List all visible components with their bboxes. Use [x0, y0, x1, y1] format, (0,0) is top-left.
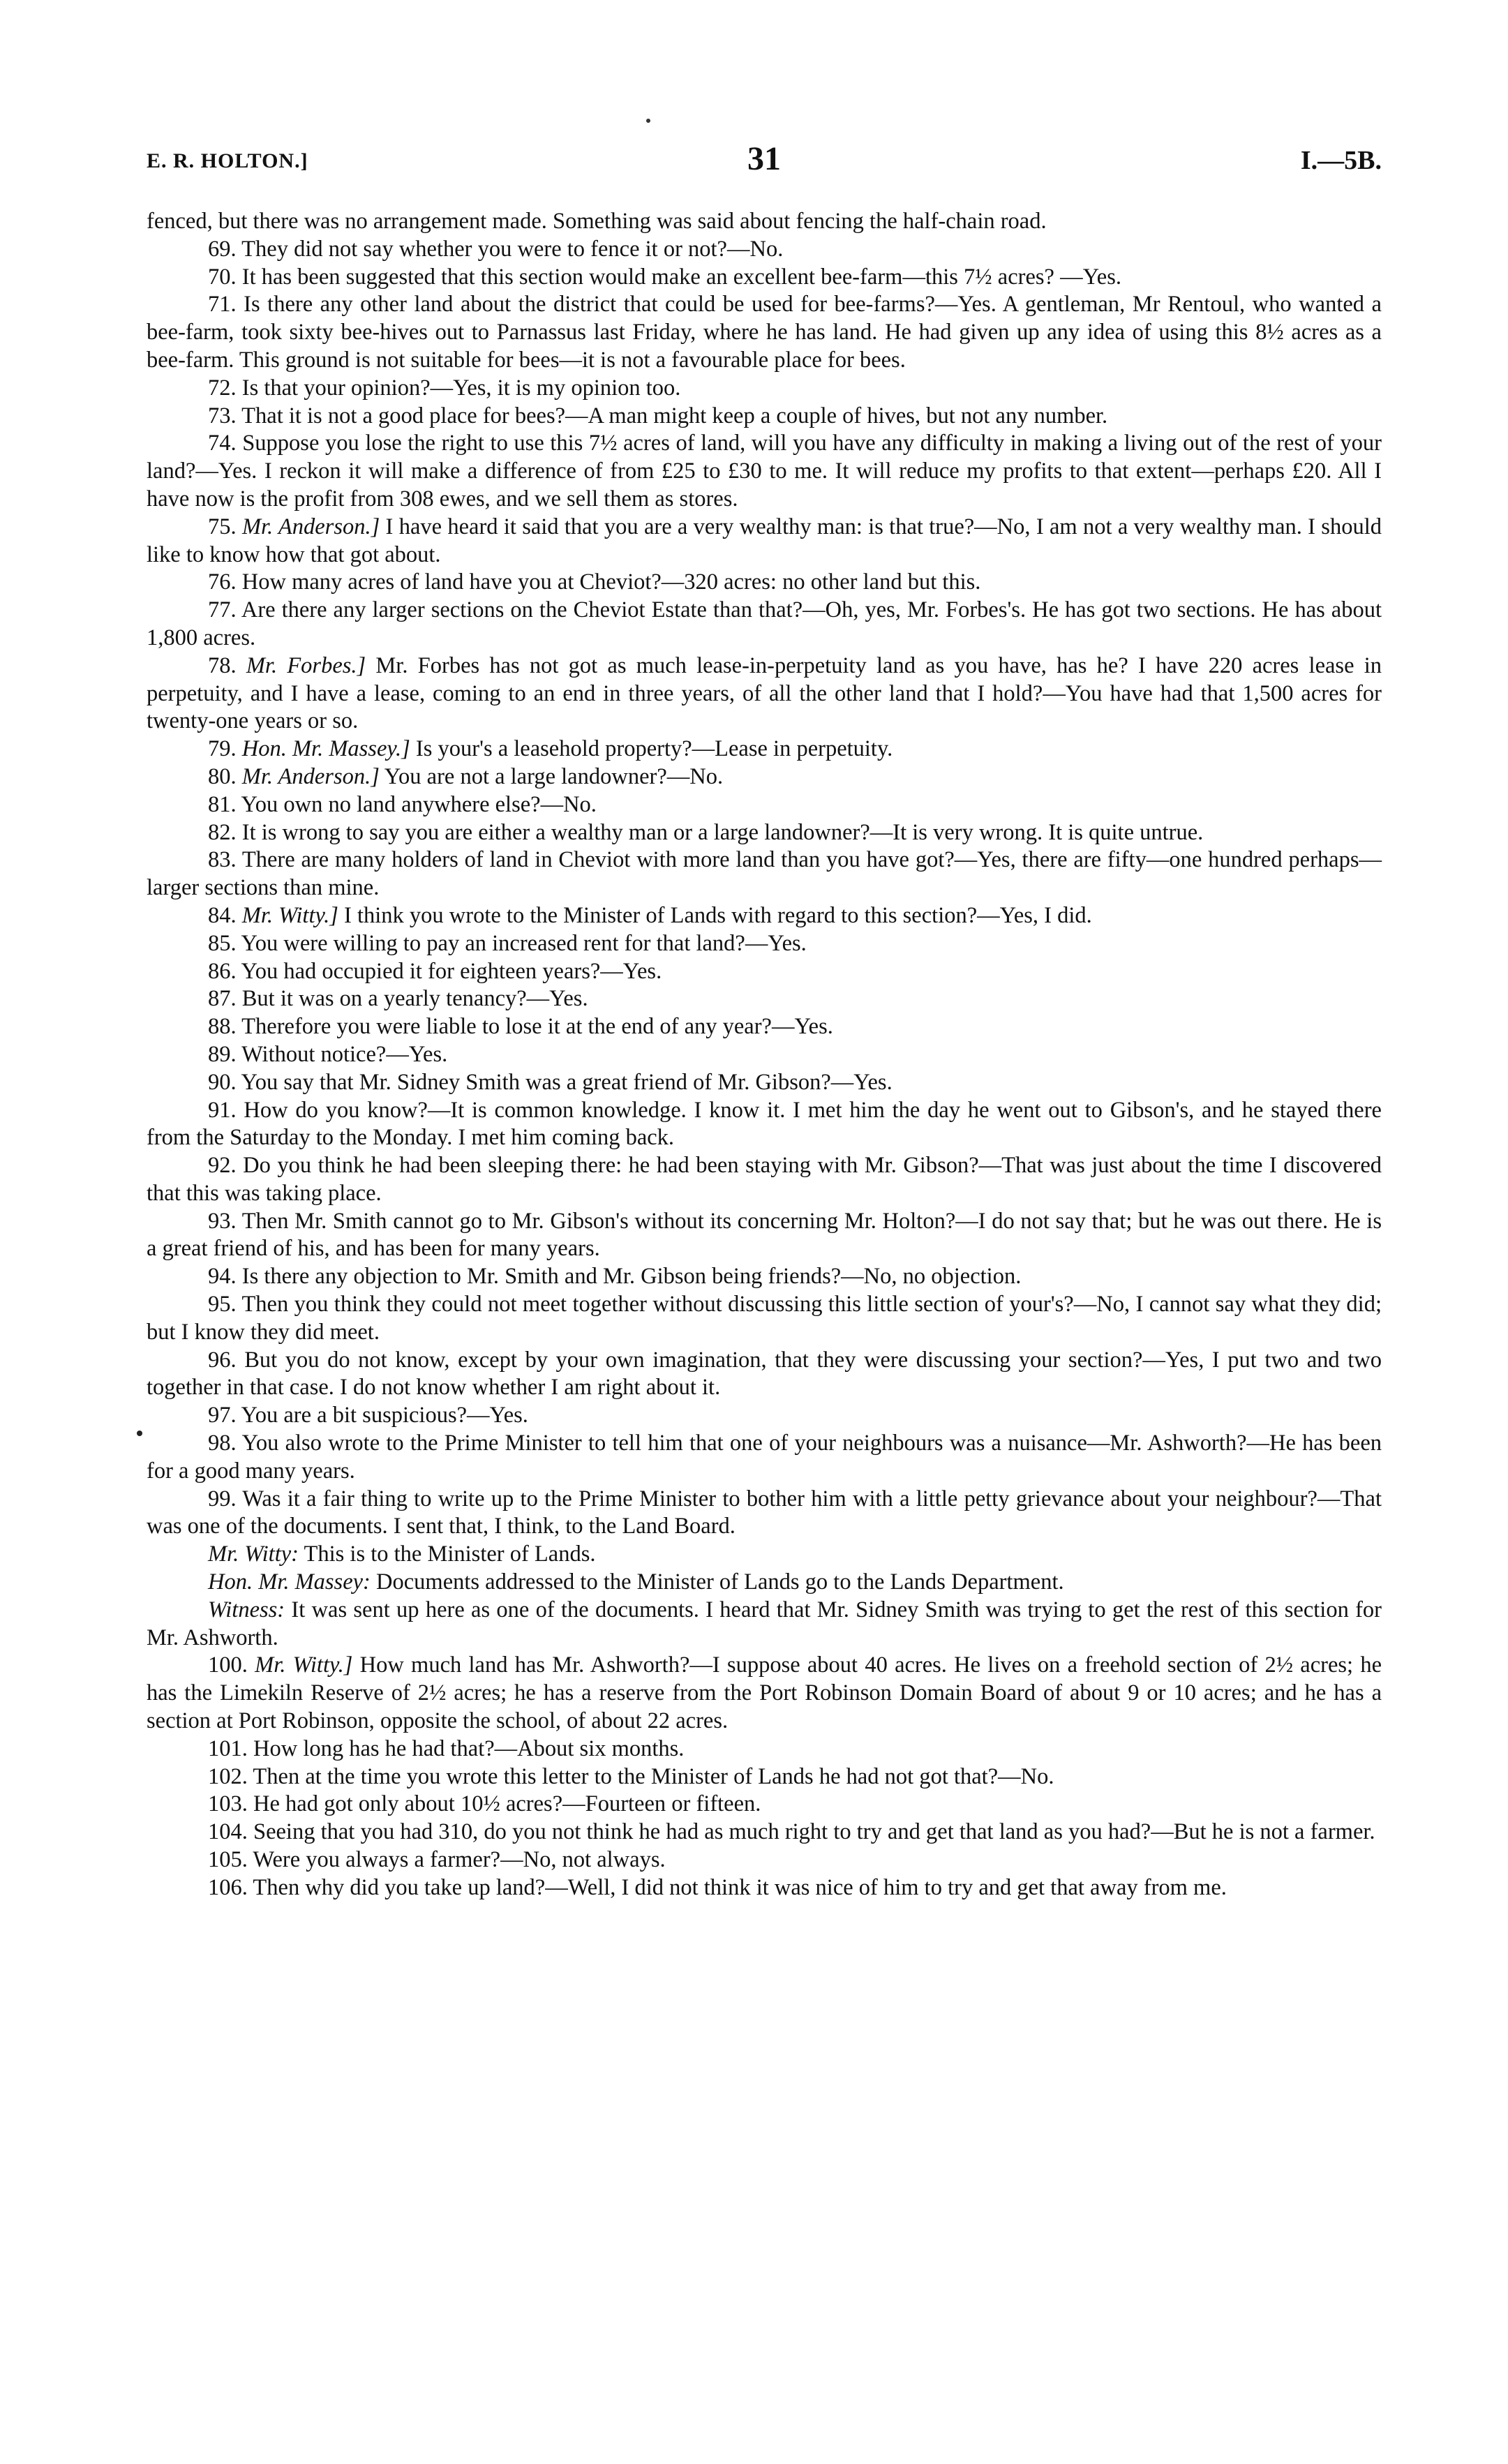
paragraph: 83. There are many holders of land in Cheviot with more land than you have got?—Yes, there are fifty—one hundred perhaps—larger sections than mine.	[147, 847, 1382, 901]
paragraph-text: You are not a large landowner?—No.	[379, 763, 724, 789]
speaker-name: Mr. Witty.]	[241, 902, 338, 928]
paragraph: 73. That it is not a good place for bees?—A man might keep a couple of hives, but not any number.	[208, 403, 1108, 428]
paragraph: 101. How long has he had that?—About six months.	[208, 1735, 685, 1761]
paragraph: 81. You own no land anywhere else?—No.	[208, 791, 597, 817]
speaker-name: Hon. Mr. Massey:	[208, 1569, 371, 1595]
paragraph: 90. You say that Mr. Sidney Smith was a great friend of Mr. Gibson?—Yes.	[208, 1069, 893, 1095]
paragraph: 77. Are there any larger sections on the Cheviot Estate than that?—Oh, yes, Mr. Forbes's. He has got two sections. He has about 1,800 acres.	[147, 597, 1382, 650]
speaker-name: Mr. Forbes.]	[246, 652, 366, 678]
page-number: 31	[747, 140, 781, 177]
question-number: 100.	[208, 1652, 255, 1678]
speaker-name: Mr. Witty:	[208, 1541, 299, 1567]
speck-mark	[646, 119, 650, 123]
paragraph: 85. You were willing to pay an increased rent for that land?—Yes.	[208, 930, 807, 956]
paragraph: 97. You are a bit suspicious?—Yes.	[208, 1403, 528, 1428]
paragraph: 98. You also wrote to the Prime Minister to tell him that one of your neighbours was a nuisance—Mr. Ashworth?—He has been for a good many years.	[147, 1431, 1382, 1484]
paragraph-text: Mr. Forbes has not got as much lease-in-perpetuity land as you have, has he? I have 220 acres lease in perpetuity, and I have a lease, coming to an end in three years, of all the other land that I hold?—You have had that 1,500 acres for twenty-one years or so.	[147, 652, 1382, 734]
speaker-name: Mr. Witty.]	[255, 1652, 353, 1678]
page-header	[147, 140, 1382, 181]
paragraph: 92. Do you think he had been sleeping there: he had been staying with Mr. Gibson?—That was just about the time I discovered that this was taking place.	[147, 1153, 1382, 1206]
page-body	[147, 208, 1382, 1902]
paragraph-text: It was sent up here as one of the documents. I heard that Mr. Sidney Smith was trying to get the rest of this section for Mr. Ashworth.	[147, 1597, 1382, 1650]
paragraph: 106. Then why did you take up land?—Well, I did not think it was nice of him to try and get that away from me.	[208, 1874, 1227, 1900]
paragraph	[147, 736, 1382, 763]
paragraph: 91. How do you know?—It is common knowledge. I know it. I met him the day he went out to Gibson's, and he stayed there from the Saturday to the Monday. I met him coming back.	[147, 1097, 1382, 1151]
paragraph	[147, 1652, 1382, 1735]
paragraph: 87. But it was on a yearly tenancy?—Yes.	[208, 986, 588, 1012]
paragraph: 70. It has been suggested that this section would make an excellent bee-farm—this 7½ acres? —Yes.	[208, 264, 1121, 290]
paragraph	[147, 902, 1382, 930]
paragraph: 88. Therefore you were liable to lose it at the end of any year?—Yes.	[208, 1014, 833, 1040]
paragraph: 96. But you do not know, except by your own imagination, that they were discussing your section?—Yes, I put two and two together in that case. I do not know whether I am right about it.	[147, 1347, 1382, 1401]
paragraph	[147, 1541, 1382, 1569]
paragraph-text: I have heard it said that you are a very wealthy man: is that true?—No, I am not a very wealthy man. I should like to know how that got about.	[147, 514, 1382, 567]
paragraph	[147, 514, 1382, 569]
paragraph: 74. Suppose you lose the right to use this 7½ acres of land, will you have any difficulty in making a living out of the rest of your land?—Yes. I reckon it will make a difference of from £25 to £30 to me. It will reduce my profits to that extent—perhaps £20. All I have now is the profit from 308 ewes, and we sell them as stores.	[147, 431, 1382, 512]
paragraph: 93. Then Mr. Smith cannot go to Mr. Gibson's without its concerning Mr. Holton?—I do not say that; but he was out there. He is a great friend of his, and has been for many years.	[147, 1208, 1382, 1262]
speaker-name: Mr. Anderson.]	[241, 763, 380, 789]
paragraph	[147, 763, 1382, 791]
paragraph: 99. Was it a fair thing to write up to the Prime Minister to bother him with a little petty grievance about your neighbour?—That was one of the documents. I sent that, I think, to the Land Board.	[147, 1486, 1382, 1539]
question-number: 75.	[208, 514, 242, 539]
paragraph-text: Documents addressed to the Minister of Lands go to the Lands Department.	[370, 1569, 1064, 1595]
margin-dot	[137, 1431, 142, 1436]
paragraph-text: This is to the Minister of Lands.	[298, 1541, 596, 1567]
paragraph: 69. They did not say whether you were to fence it or not?—No.	[208, 236, 784, 262]
paragraph: fenced, but there was no arrangement made. Something was said about fencing the half-chain road.	[147, 209, 1047, 234]
paragraph: 104. Seeing that you had 310, do you not think he had as much right to try and get that land as you had?—But he is not a farmer.	[208, 1819, 1375, 1845]
paragraph	[147, 1597, 1382, 1652]
paragraph: 71. Is there any other land about the district that could be used for bee-farms?—Yes. A gentleman, Mr Rentoul, who wanted a bee-farm, took sixty bee-hives out to Parnassus last Friday, where he has land. He had given up any idea of using this 8½ acres as a bee-farm. This ground is not suitable for bees—it is not a favourable place for bees.	[147, 292, 1382, 373]
paragraph: 76. How many acres of land have you at Cheviot?—320 acres: no other land but this.	[208, 569, 981, 595]
paragraph: 95. Then you think they could not meet together without discussing this little section of your's?—No, I cannot say what they did; but I know they did meet.	[147, 1292, 1382, 1345]
paragraph: 86. You had occupied it for eighteen years?—Yes.	[208, 958, 662, 984]
speaker-name: Hon. Mr. Massey.]	[241, 736, 410, 762]
speaker-name: Witness:	[208, 1597, 285, 1622]
paragraph: 94. Is there any objection to Mr. Smith and Mr. Gibson being friends?—No, no objection.	[208, 1264, 1022, 1290]
paragraph-text: How much land has Mr. Ashworth?—I suppose about 40 acres. He lives on a freehold section of 2½ acres; he has the Limekiln Reserve of 2½ acres; he has a reserve from the Port Robinson Domain Board of about 9 or 10 acres; and he has a section at Port Robinson, opposite the school, of about 22 acres.	[147, 1652, 1382, 1734]
header-witness-name: E. R. HOLTON.]	[147, 149, 308, 172]
paragraph: 89. Without notice?—Yes.	[208, 1041, 448, 1067]
paragraph: 72. Is that your opinion?—Yes, it is my opinion too.	[208, 375, 681, 401]
question-number: 80.	[208, 763, 242, 789]
document-reference: I.—5B.	[1300, 146, 1382, 175]
paragraph-text: I think you wrote to the Minister of Lands with regard to this section?—Yes, I did.	[338, 902, 1092, 928]
paragraph: 103. He had got only about 10½ acres?—Fourteen or fifteen.	[208, 1791, 761, 1817]
paragraph	[147, 1569, 1382, 1597]
question-number: 84.	[208, 902, 242, 928]
question-number: 79.	[208, 736, 242, 762]
paragraph	[147, 652, 1382, 736]
paragraph: 105. Were you always a farmer?—No, not always.	[208, 1847, 666, 1873]
speaker-name: Mr. Anderson.]	[241, 514, 380, 539]
paragraph-text: Is your's a leasehold property?—Lease in perpetuity.	[410, 736, 893, 762]
paragraph: 82. It is wrong to say you are either a wealthy man or a large landowner?—It is very wrong. It is quite untrue.	[208, 819, 1204, 845]
question-number: 78.	[208, 652, 246, 678]
paragraph: 102. Then at the time you wrote this letter to the Minister of Lands he had not got that?—No.	[208, 1763, 1054, 1789]
